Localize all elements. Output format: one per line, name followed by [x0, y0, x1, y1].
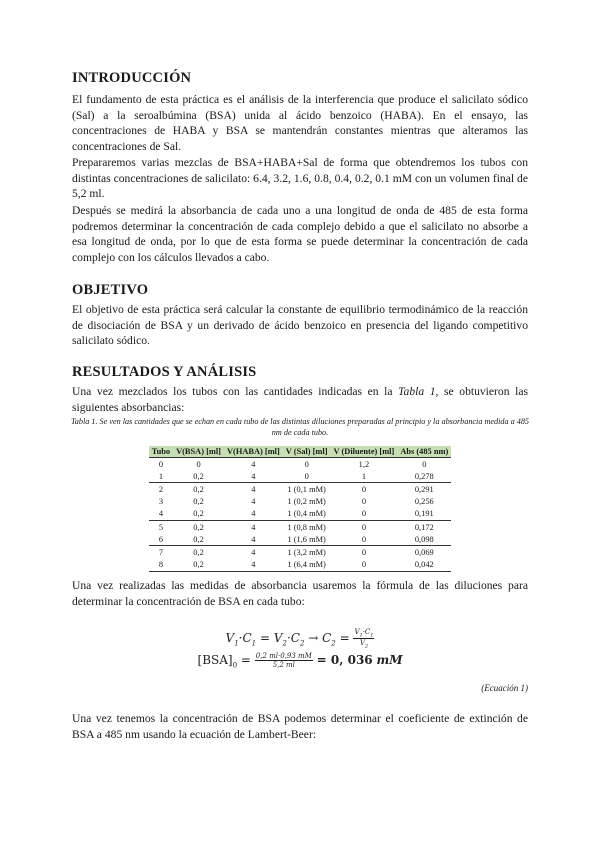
table-cell: 3 — [158, 497, 163, 507]
table-cell: 0,291 — [414, 484, 434, 494]
table-cell: 4 — [224, 559, 283, 572]
table-cell: 0,2 — [193, 547, 204, 557]
table-cell: 0,042 — [397, 559, 451, 572]
table-cell: 4 — [251, 522, 256, 532]
table-cell: 0 — [361, 484, 366, 494]
objetivo-paragraph: El objetivo de esta práctica será calcular la constante de equilibrio termodinámico de la reacción de disociación de BSA y un derivado de ácido benzoico en presencia del ligando competitivo salicilato sódico. — [72, 303, 528, 347]
dilution-equation — [72, 628, 528, 652]
table-row — [149, 496, 452, 508]
table-cell: 0,2 — [193, 522, 204, 532]
bsa-concentration-equation: $[BSA]_0$ = $\frac{0,2 ml\cdot 0,93 mM}{5,2 ml}$ = 0, 036 mM — [197, 652, 403, 670]
resultados-p1-before: Una vez mezclados los tubos con las cantidades indicadas en la — [72, 385, 399, 398]
table-cell: 0 — [304, 459, 309, 469]
table-cell: 4 — [224, 470, 283, 483]
table-cell: 1 (0,8 mM) — [287, 522, 326, 532]
table-cell: 0 — [422, 459, 427, 469]
table-cell: 1 (6,4 mM) — [283, 559, 331, 572]
table-cell: 5 — [158, 522, 163, 532]
table-cell: 0,2 — [193, 484, 204, 494]
table-cell: 0,172 — [414, 522, 434, 532]
table-cell: 6 — [149, 533, 173, 546]
eq-c2-fraction: $\frac{V_1\cdot C_1}{V_2}$ — [354, 628, 374, 650]
equation-block — [72, 628, 528, 678]
table-cell: 4 — [251, 484, 256, 494]
table-cell: 4 — [251, 547, 256, 557]
table-row — [149, 483, 452, 496]
table-cell: 7 — [158, 547, 163, 557]
resultados-p1-after: , se obtuvieron las siguientes absorbancias: — [72, 385, 528, 414]
table-cell: 0 — [283, 470, 331, 483]
table-cell: 0 — [361, 522, 366, 532]
table-cell: 0,069 — [414, 547, 434, 557]
table-caption-text: Tabla 1. Se ven las cantidades que se echan en cada tubo de las distintas diluciones preparadas al principio y la absorbancia medida a 485 nm de cada tubo. — [70, 417, 530, 437]
table-cell: 4 — [251, 459, 256, 469]
table-cell: 0 — [361, 497, 366, 507]
table-1-reference: Tabla 1 — [398, 385, 436, 398]
table-cell: 0 — [361, 547, 366, 557]
table-cell: 0 — [331, 559, 398, 572]
table-row — [149, 458, 452, 471]
table-header-cell: V(HABA) [ml] — [224, 446, 283, 458]
resultados-heading: RESULTADOS Y ANÁLISIS — [72, 364, 257, 380]
intro-paragraph-1: El fundamento de esta práctica es el análisis de la interferencia que produce el salicilato sódico (Sal) a la seroalbúmina (BSA) unida al ácido benzoico (HABA). En el ensayo, las concentraciones de HABA y BSA se mantendrán constantes mientras que alteramos las concentraciones de Sal. — [72, 93, 528, 153]
table-cell: 1 (3,2 mM) — [287, 547, 326, 557]
table-cell: 4 — [224, 508, 283, 521]
table-cell: 0,2 — [173, 533, 224, 546]
objetivo-heading: OBJETIVO — [72, 282, 149, 298]
resultados-paragraph-2: Una vez realizadas las medidas de absorbancia usaremos la fórmula de las diluciones para determinar la concentración de BSA en cada tubo: — [72, 579, 528, 608]
table-cell: 4 — [224, 533, 283, 546]
resultados-paragraph-1 — [72, 384, 528, 415]
table-cell: 0,2 — [173, 470, 224, 483]
table-cell: 0,2 — [173, 559, 224, 572]
table-cell: 0,256 — [414, 497, 434, 507]
table-row — [149, 508, 452, 521]
table-cell: 1 — [149, 470, 173, 483]
table-header-cell: V (Diluente) [ml] — [331, 446, 398, 458]
table-cell: 0,191 — [397, 508, 451, 521]
eq-v1: $V_1\cdot C_1 = V_2\cdot C_2 \to C_2$ = — [225, 631, 354, 648]
table-cell: 0,2 — [173, 508, 224, 521]
table-cell: 1,2 — [358, 459, 370, 469]
intro-heading: INTRODUCCIÓN — [72, 70, 192, 86]
eq-result-value: = 0, 036 — [316, 653, 373, 667]
eq-frac-den: 5,2 ml — [272, 661, 295, 669]
intro-paragraph-2: Prepararemos varias mezclas de BSA+HABA+Sal de forma que obtendremos los tubos con distintas concentraciones de salicilato: 6.4, 3.2, 1.6, 0.8, 0.4, 0.2, 0.1 mM con un volumen final de 5,2 ml. — [72, 156, 528, 200]
table-row — [149, 546, 452, 559]
eq-frac-num: 0,2 ml·0,93 mM — [255, 652, 312, 660]
table-cell: 1 (1,6 mM) — [283, 533, 331, 546]
table-header-row — [149, 446, 452, 458]
table-cell: 0,278 — [397, 470, 451, 483]
table-cell: 0,2 — [193, 497, 204, 507]
table-row — [149, 470, 452, 483]
table-cell: 0 — [196, 459, 201, 469]
intro-paragraph-3: Después se medirá la absorbancia de cada uno a una longitud de onda de 485 de esta forma podremos determinar la concentración de cada complejo debido a que el salicilato no absorbe a esa longitud de onda, por lo que de esta forma se puede determinar la concentración de cada complejo con los cálculos llevados a cabo. — [72, 204, 528, 264]
table-cell: 1 (0,4 mM) — [283, 508, 331, 521]
eq-bsa-sub: 0 — [232, 661, 238, 670]
data-table — [149, 446, 452, 572]
eq-bsa-label: [BSA] — [197, 653, 233, 667]
table-cell: 0 — [158, 459, 163, 469]
table-row — [149, 559, 452, 572]
eq-result-unit: mM — [376, 653, 403, 667]
table-header-cell: V (Sal) [ml] — [283, 446, 331, 458]
table-row — [149, 520, 452, 533]
table-caption — [68, 417, 532, 438]
table-cell: 1 (0,1 mM) — [287, 484, 326, 494]
table-cell: 1 — [331, 470, 398, 483]
equation-label: (Ecuación 1) — [481, 683, 528, 693]
resultados-paragraph-3: Una vez tenemos la concentración de BSA podemos determinar el coeficiente de extinción de BSA a 485 nm usando la ecuación de Lambert-Beer: — [72, 712, 528, 741]
table-header-cell: Tubo — [149, 446, 173, 458]
table-cell: 0 — [331, 508, 398, 521]
table-header-cell: Abs (485 nm) — [397, 446, 451, 458]
table-cell: 8 — [149, 559, 173, 572]
table-cell: 4 — [149, 508, 173, 521]
table-cell: 4 — [251, 497, 256, 507]
table-cell: 2 — [158, 484, 163, 494]
table-header-cell: V(BSA) [ml] — [173, 446, 224, 458]
eq-bsa-fraction — [255, 652, 313, 669]
table-cell: 1 (0,2 mM) — [287, 497, 326, 507]
table-body — [149, 458, 452, 572]
table-cell: 0 — [331, 533, 398, 546]
table-cell: 0,098 — [397, 533, 451, 546]
table-container — [72, 446, 528, 572]
table-row — [149, 533, 452, 546]
